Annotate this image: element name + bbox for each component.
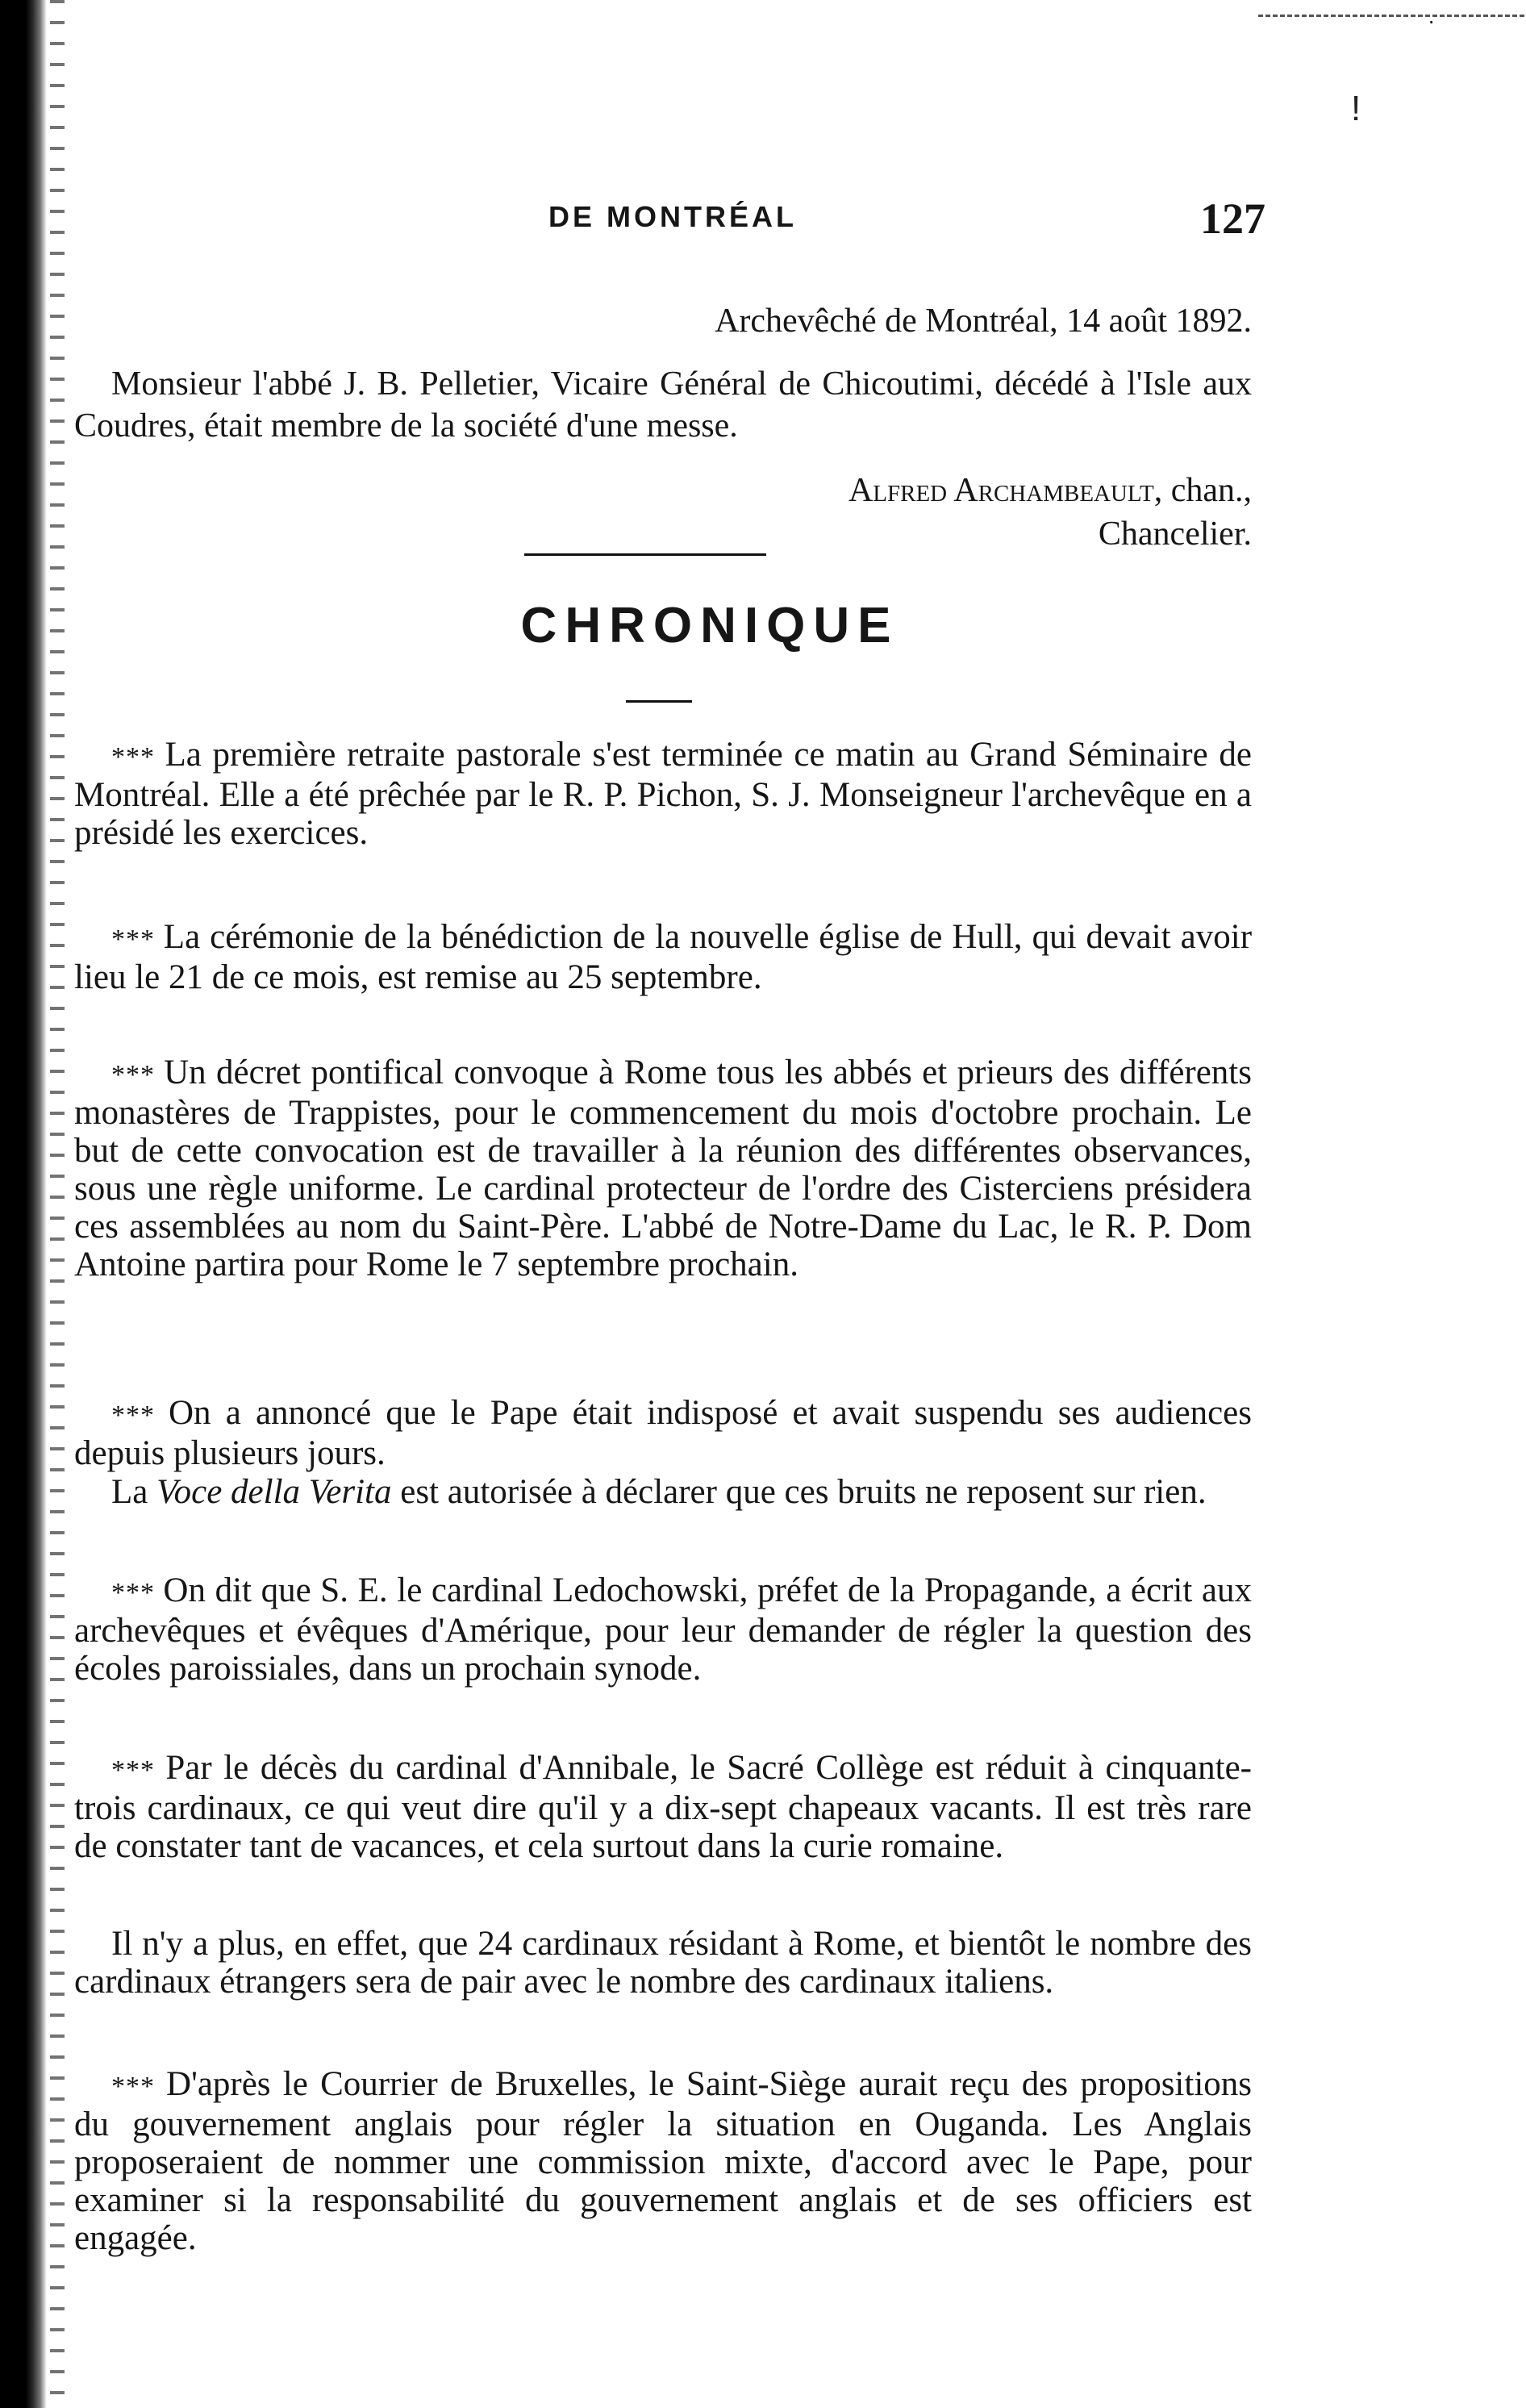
book-spine-shadow	[0, 0, 47, 2408]
separator-rule	[524, 553, 766, 556]
asterism: ***	[111, 1578, 164, 1608]
asterism: ***	[111, 1400, 169, 1430]
paragraph-text: On a annoncé que le Pape était indisposé et avait suspendu ses audiences depuis plusieurs jours.	[74, 1394, 1252, 1472]
paragraph-text: D'après le Courrier de Bruxelles, le Saint-Siège aurait reçu des propositions du gouvernement anglais pour régler la situation en Ouganda. Les Anglais proposeraient de nommer une commission mixte, d'accord avec le Pape, pour examiner si la responsabilité du gouvernement anglais et de ses officiers est engagée.	[74, 2065, 1253, 2257]
signature-office: Chancelier.	[1098, 515, 1252, 553]
scan-speck: ·	[1428, 8, 1436, 33]
news-item-retreat	[74, 736, 1252, 852]
signature-name: Alfred Archambeault	[848, 472, 1154, 509]
paragraph-text: La cérémonie de la bénédiction de la nouvelle église de Hull, qui devait avoir lieu le 21 de ce mois, est remise au 25 septembre.	[74, 918, 1253, 996]
news-item-voce-della-verita	[74, 1473, 1252, 1511]
news-item-trappist-decree	[74, 1054, 1252, 1283]
voce-rest: est autorisée à déclarer que ces bruits ne reposent sur rien.	[391, 1473, 1207, 1511]
news-item-ledochowski	[74, 1571, 1252, 1688]
news-item-sacred-college	[74, 1749, 1252, 1865]
news-item-uganda	[74, 2065, 1252, 2257]
asterism: ***	[111, 2072, 167, 2101]
asterism: ***	[111, 1060, 165, 1090]
paragraph-text: Il n'y a plus, en effet, que 24 cardinaux résidant à Rome, et bientôt le nombre des cardinaux étrangers sera de pair avec le nombre des cardinaux italiens.	[74, 1925, 1252, 2001]
page-number: 127	[1200, 194, 1265, 243]
asterism: ***	[111, 742, 165, 772]
notice-dateline: Archevêché de Montréal, 14 août 1892.	[715, 303, 1252, 340]
voce-lead: La	[111, 1473, 157, 1511]
signature-title: , chan.,	[1153, 472, 1252, 509]
paragraph-text: Par le décès du cardinal d'Annibale, le Sacré Collège est réduit à cinquante-trois cardinaux, ce qui veut dire qu'il y a dix-sept chapeaux vacants. Il est très rare de constater tant de vacances, et cela surtout dans la curie romaine.	[74, 1749, 1252, 1865]
notice-body: Monsieur l'abbé J. B. Pelletier, Vicaire Général de Chicoutimi, décédé à l'Isle aux Coudres, était membre de la société d'une messe.	[74, 365, 1252, 444]
newspaper-title: Voce della Verita	[156, 1473, 392, 1511]
paragraph-text: La première retraite pastorale s'est terminée ce matin au Grand Séminaire de Montréal. Elle a été prêchée par le R. P. Pichon, S. J. Monseigneur l'archevêque en a présidé les exercices.	[74, 736, 1252, 852]
running-head: DE MONTRÉAL	[548, 200, 797, 233]
section-title: CHRONIQUE	[520, 598, 899, 653]
asterism: ***	[111, 1755, 166, 1785]
paragraph-text: Un décret pontifical convoque à Rome tous les abbés et prieurs des différents monastères de Trappistes, pour le commencement du mois d'octobre prochain. Le but de cette convocation est de travailler à la réunion des différentes observances, sous une règle uniforme. Le cardinal protecteur de l'ordre des Cisterciens présidera ces assemblées au nom du Saint-Père. L'abbé de Notre-Dame du Lac, le R. P. Dom Antoine partira pour Rome le 7 septembre prochain.	[74, 1054, 1252, 1283]
paragraph-text: On dit que S. E. le cardinal Ledochowski, préfet de la Propagande, a écrit aux archevêques et évêques d'Amérique, pour leur demander de régler la question des écoles paroissiales, dans un prochain synode.	[74, 1571, 1253, 1688]
title-rule	[626, 700, 692, 703]
scan-mark: !	[1351, 89, 1361, 128]
news-item-hull-church	[74, 918, 1252, 996]
gutter-artifact	[50, 0, 65, 2408]
news-item-pope-health	[74, 1394, 1252, 1472]
top-dashed-rule	[1258, 15, 1524, 17]
asterism: ***	[111, 924, 164, 954]
notice-signature	[74, 469, 1252, 511]
news-item-cardinals-count	[74, 1925, 1252, 2001]
